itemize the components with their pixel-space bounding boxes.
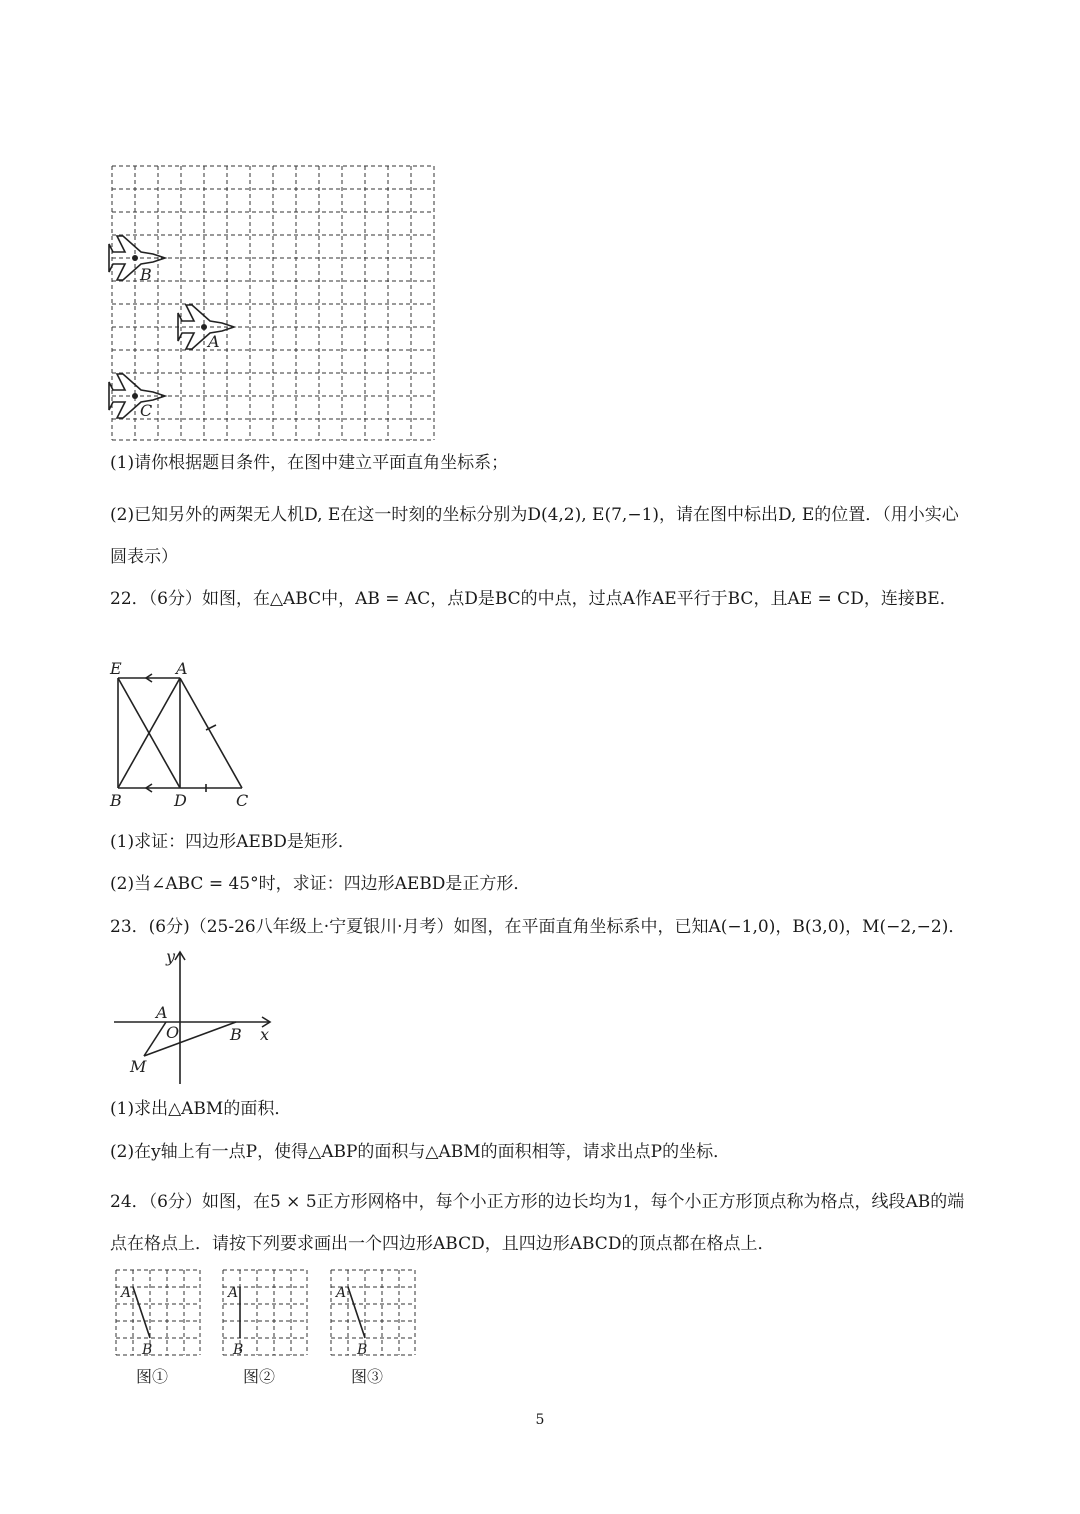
label-d: D: [174, 791, 187, 810]
label-a-2: A: [228, 1285, 239, 1301]
caption-fig-1: 图①: [136, 1367, 169, 1386]
point-c: [132, 393, 138, 399]
label-a: A: [156, 1003, 168, 1022]
q21-part2: (2)已知另外的两架无人机D, E在这一时刻的坐标分别为D(4,2), E(7,−1)，请在图中标出D, E的位置．（用小实心圆表示）: [110, 505, 959, 567]
segment-ac: [180, 678, 242, 788]
label-c: C: [236, 791, 249, 810]
label-b: B: [230, 1025, 242, 1044]
point-a: [201, 324, 207, 330]
label-b: B: [140, 265, 152, 284]
q24-grid-1: [112, 1266, 204, 1360]
segment-am: [144, 1022, 166, 1056]
label-o: O: [166, 1023, 180, 1042]
caption-fig-3: 图③: [351, 1367, 384, 1386]
q22-part1: (1)求证：四边形AEBD是矩形．: [110, 832, 355, 852]
q21-grid-lines: [112, 166, 434, 440]
q22-stem: 22．（6分）如图，在△ABC中，AB = AC，点D是BC的中点，过点A作AE平行于BC，且AE = CD，连接BE．: [110, 589, 957, 609]
q21-grid-figure: [108, 162, 440, 444]
page-number: 5: [535, 1412, 545, 1428]
label-m: M: [130, 1057, 147, 1076]
q24-stem: 24．（6分）如图，在5 × 5正方形网格中，每个小正方形的边长均为1，每个小正方形顶点称为格点，线段AB的端点在格点上．请按下列要求画出一个四边形ABCD，且四边形ABCD的顶点都在格点上．: [110, 1192, 965, 1254]
q22-figure: [106, 660, 256, 810]
label-a-3: A: [336, 1285, 347, 1301]
q21-part1: (1)请你根据题目条件，在图中建立平面直角坐标系；: [110, 453, 509, 473]
caption-fig-2: 图②: [243, 1367, 276, 1386]
label-b: B: [110, 791, 122, 810]
q23-part1: (1)求出△ABM的面积．: [110, 1099, 292, 1119]
label-c: C: [140, 401, 153, 420]
label-e: E: [110, 660, 122, 678]
label-b-3: B: [357, 1342, 368, 1358]
q24-grid-2: [219, 1266, 311, 1360]
label-a-1: A: [121, 1285, 132, 1301]
segment-mb: [144, 1022, 236, 1056]
q24-grid-3: [327, 1266, 419, 1360]
q23-figure: [108, 944, 288, 1089]
label-a: A: [208, 332, 220, 351]
label-a: A: [176, 660, 188, 678]
point-b: [132, 255, 138, 261]
q22-part2: (2)当∠ABC = 45°时，求证：四边形AEBD是正方形．: [110, 874, 531, 894]
label-x: x: [260, 1025, 270, 1044]
label-b-2: B: [233, 1342, 244, 1358]
label-b-1: B: [142, 1342, 153, 1358]
q23-part2: (2)在y轴上有一点P，使得△ABP的面积与△ABM的面积相等，请求出点P的坐标．: [110, 1142, 731, 1162]
segment-ab-1: [133, 1287, 150, 1338]
q23-stem: 23．(6分)（25-26八年级上·宁夏银川·月考）如图，在平面直角坐标系中，已知A(−1,0)，B(3,0)，M(−2,−2)．: [110, 917, 966, 937]
label-y: y: [166, 947, 176, 966]
segment-ab-3: [348, 1287, 365, 1338]
